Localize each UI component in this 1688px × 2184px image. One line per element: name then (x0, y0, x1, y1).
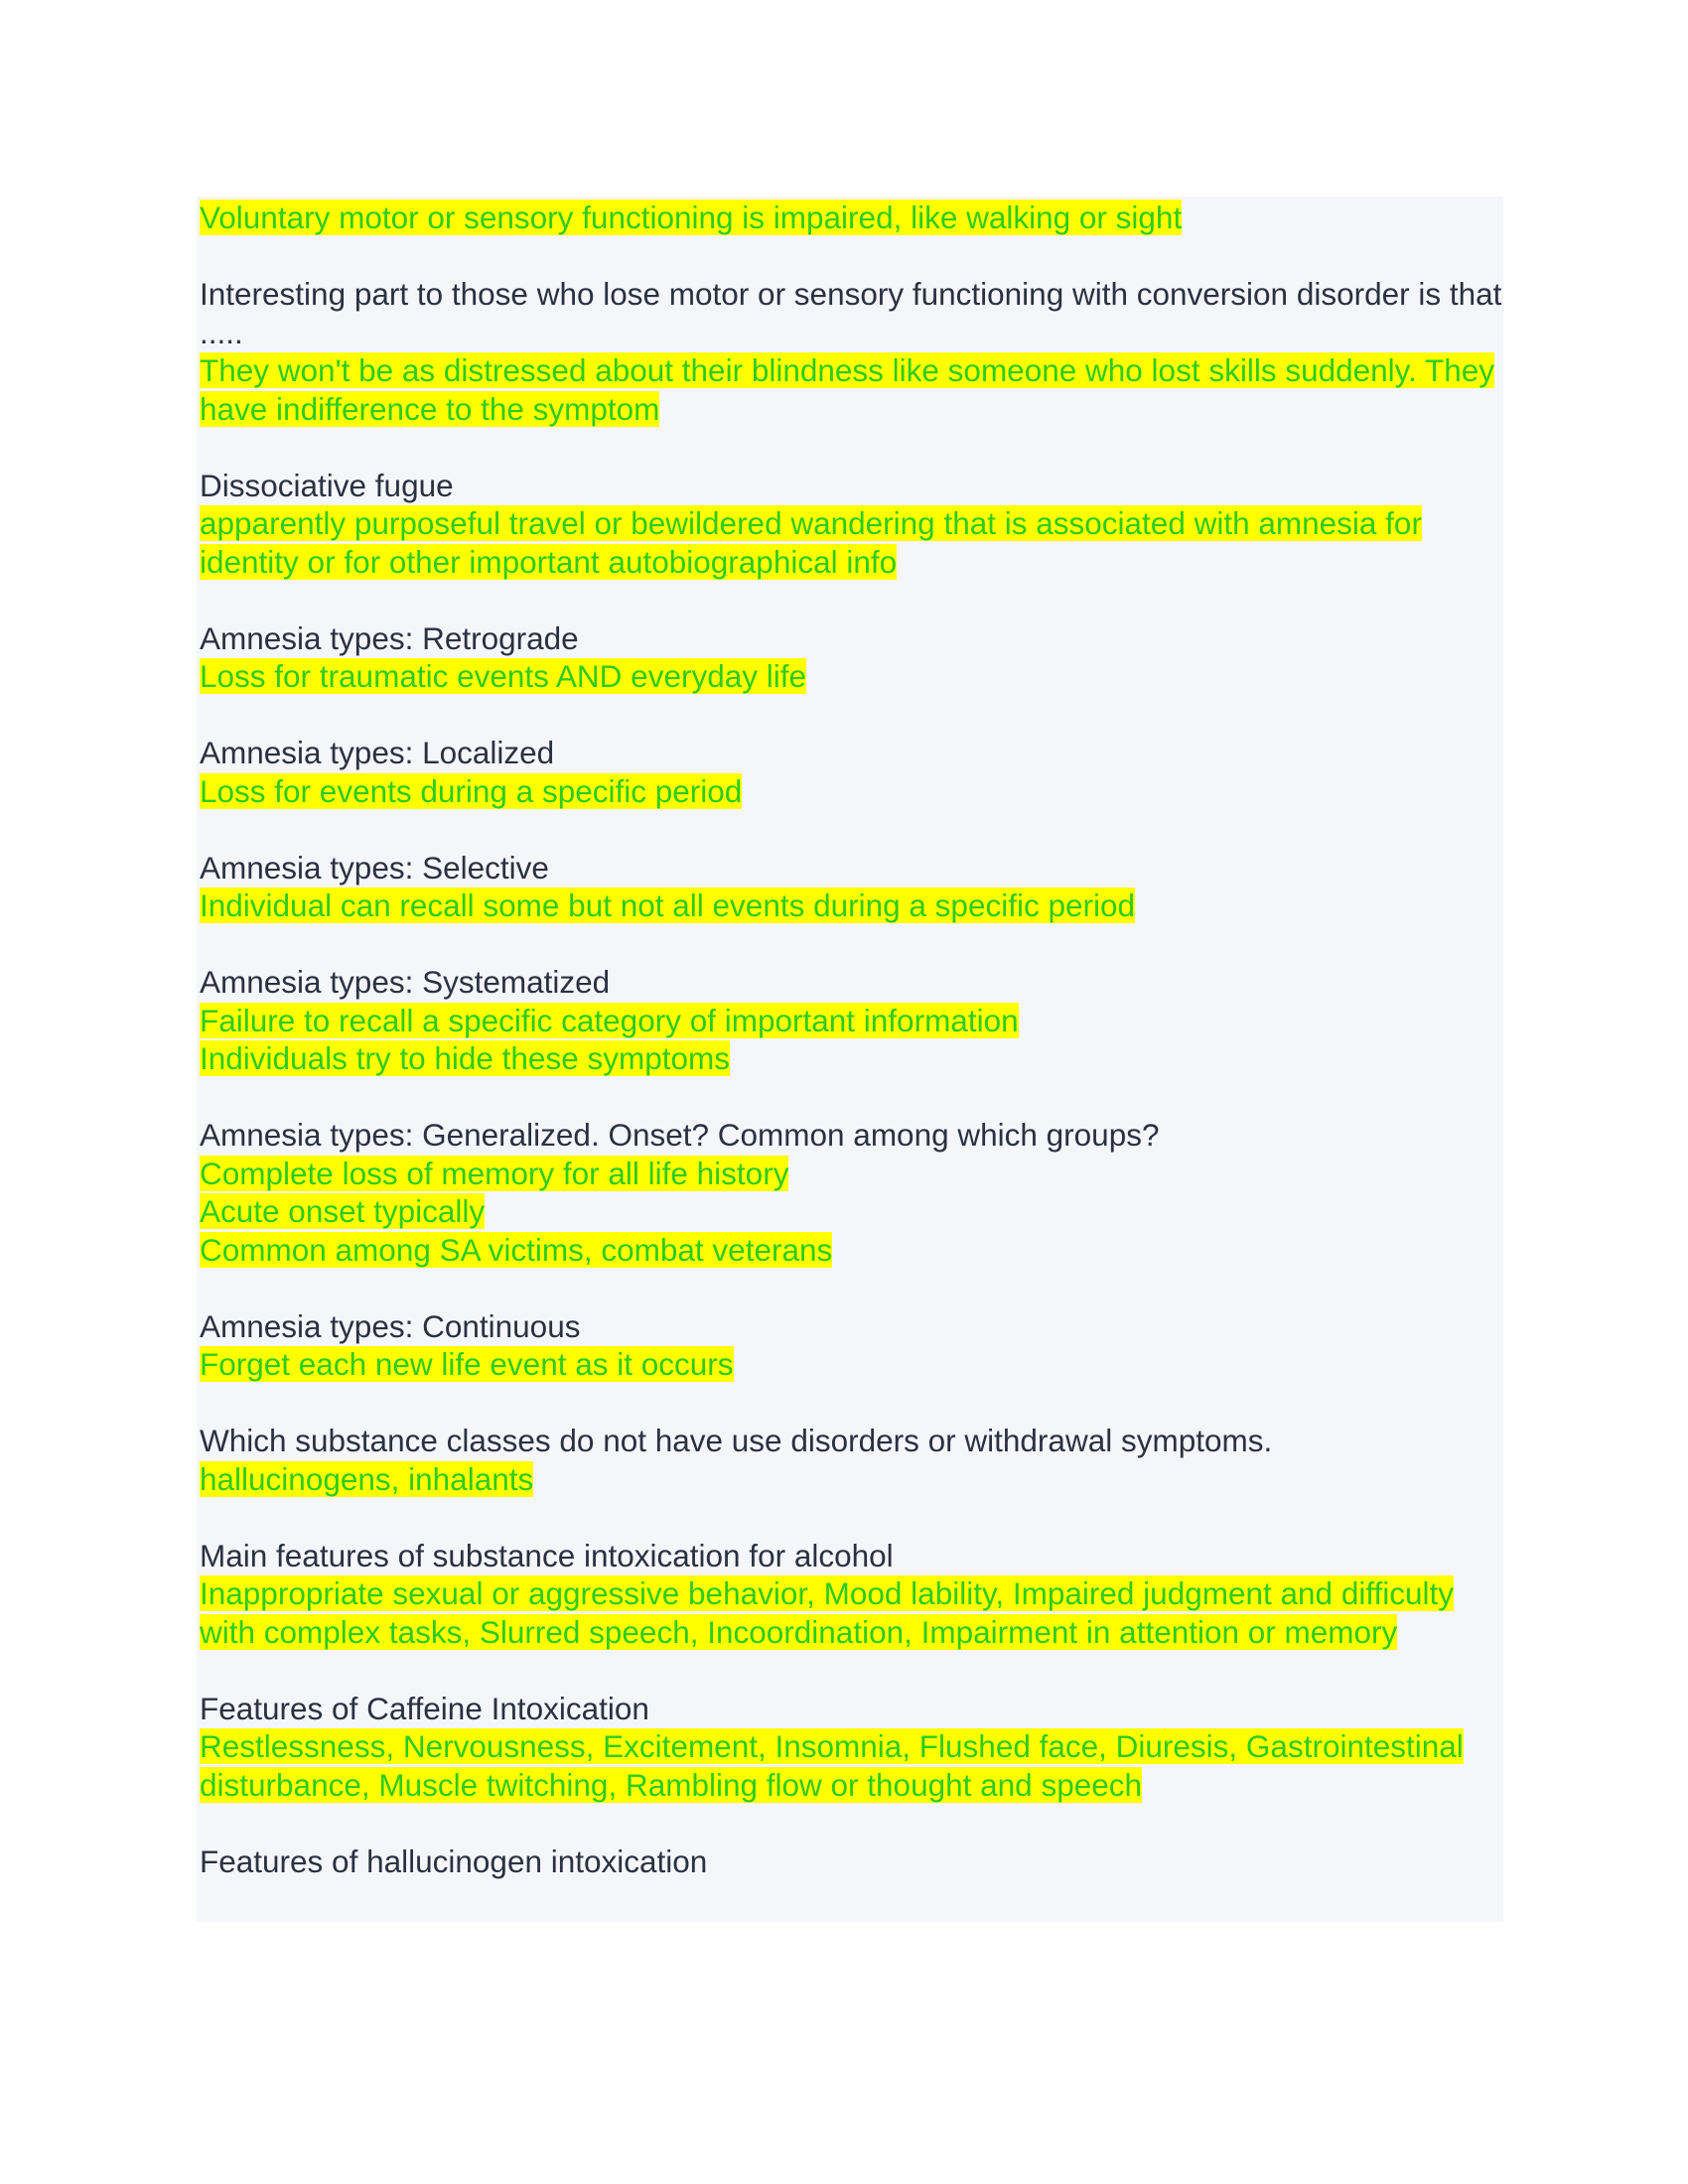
flashcard-answer-text: Failure to recall a specific category of important information (200, 1002, 1019, 1038)
flashcard-answer-text: Individual can recall some but not all events during a specific period (200, 887, 1136, 923)
flashcard (200, 849, 1502, 925)
flashcard-answer-line (200, 1039, 1502, 1078)
flashcard-answer-line (200, 1231, 1502, 1270)
flashcard-question: Amnesia types: Retrograde (200, 619, 579, 656)
flashcard-answer-line (200, 504, 1502, 581)
flashcard-answer-text: apparently purposeful travel or bewildered wandering that is associated with amnesia for identity or for other important autobiographical info (200, 505, 1422, 580)
flashcard (200, 1116, 1502, 1269)
flashcard-answer-line (200, 657, 1502, 696)
flashcard-answer-text: They won't be as distressed about their blindness like someone who lost skills suddenly. They have indifference to the symptom (200, 352, 1495, 427)
flashcard (200, 467, 1502, 582)
flashcard-question: Amnesia types: Systematized (200, 964, 611, 1000)
flashcard-question: Main features of substance intoxication for alcohol (200, 1537, 894, 1573)
flashcard-question: Amnesia types: Generalized. Onset? Common among which groups? (200, 1117, 1160, 1153)
flashcard-answer-line (200, 1155, 1502, 1193)
flashcard-answer-text: hallucinogens, inhalants (200, 1460, 534, 1497)
flashcard-question: Amnesia types: Selective (200, 849, 549, 886)
flashcard-list (200, 199, 1502, 1919)
flashcard (200, 199, 1502, 237)
flashcard-question: Interesting part to those who lose motor or sensory functioning with conversion disorder is that ..... (200, 276, 1502, 350)
flashcard-answer-line (200, 1727, 1502, 1804)
flashcard (200, 1690, 1502, 1805)
flashcard-answer-line (200, 1192, 1502, 1231)
flashcard (200, 619, 1502, 696)
flashcard-answer-line (200, 1460, 1502, 1499)
flashcard-question: Amnesia types: Localized (200, 735, 555, 770)
flashcard-answer-text: Individuals try to hide these symptoms (200, 1040, 730, 1076)
flashcard (200, 1307, 1502, 1384)
flashcard (200, 275, 1502, 428)
flashcard-answer-line (200, 1002, 1502, 1040)
flashcard-answer-text: Forget each new life event as it occurs (200, 1346, 734, 1382)
flashcard-answer-text: Complete loss of memory for all life history (200, 1155, 789, 1191)
flashcard (200, 963, 1502, 1078)
flashcard-answer-text: Voluntary motor or sensory functioning is impaired, like walking or sight (200, 200, 1183, 235)
flashcard (200, 1537, 1502, 1652)
flashcard-answer-text: Loss for traumatic events AND everyday life (200, 658, 807, 694)
flashcard (200, 734, 1502, 810)
flashcard-answer-line (200, 887, 1502, 925)
flashcard-question: Features of Caffeine Intoxication (200, 1690, 649, 1726)
flashcard-answer-line (200, 1574, 1502, 1651)
flashcard-question: Features of hallucinogen intoxication (200, 1843, 708, 1879)
flashcard-question: Dissociative fugue (200, 467, 454, 503)
flashcard-answer-text: Common among SA victims, combat veterans (200, 1231, 833, 1268)
flashcard (200, 1422, 1502, 1498)
flashcard-answer-text: Acute onset typically (200, 1193, 486, 1229)
flashcard (200, 1843, 1502, 1881)
flashcard-answer-text: Inappropriate sexual or aggressive behavior, Mood lability, Impaired judgment and difficulty with complex tasks, Slurred speech, Incoordination, Impairment in attention or memory (200, 1575, 1455, 1650)
flashcard-answer-line (200, 199, 1502, 237)
flashcard-answer-line (200, 1345, 1502, 1384)
flashcard-answer-line (200, 772, 1502, 811)
flashcard-answer-text: Restlessness, Nervousness, Excitement, Insomnia, Flushed face, Diuresis, Gastrointestinal disturbance, Muscle twitching, Rambling flow or thought and speech (200, 1728, 1464, 1803)
flashcard-answer-line (200, 351, 1502, 428)
flashcard-answer-text: Loss for events during a specific period (200, 772, 743, 809)
flashcard-question: Which substance classes do not have use disorders or withdrawal symptoms. (200, 1423, 1273, 1458)
flashcard-question: Amnesia types: Continuous (200, 1307, 581, 1344)
